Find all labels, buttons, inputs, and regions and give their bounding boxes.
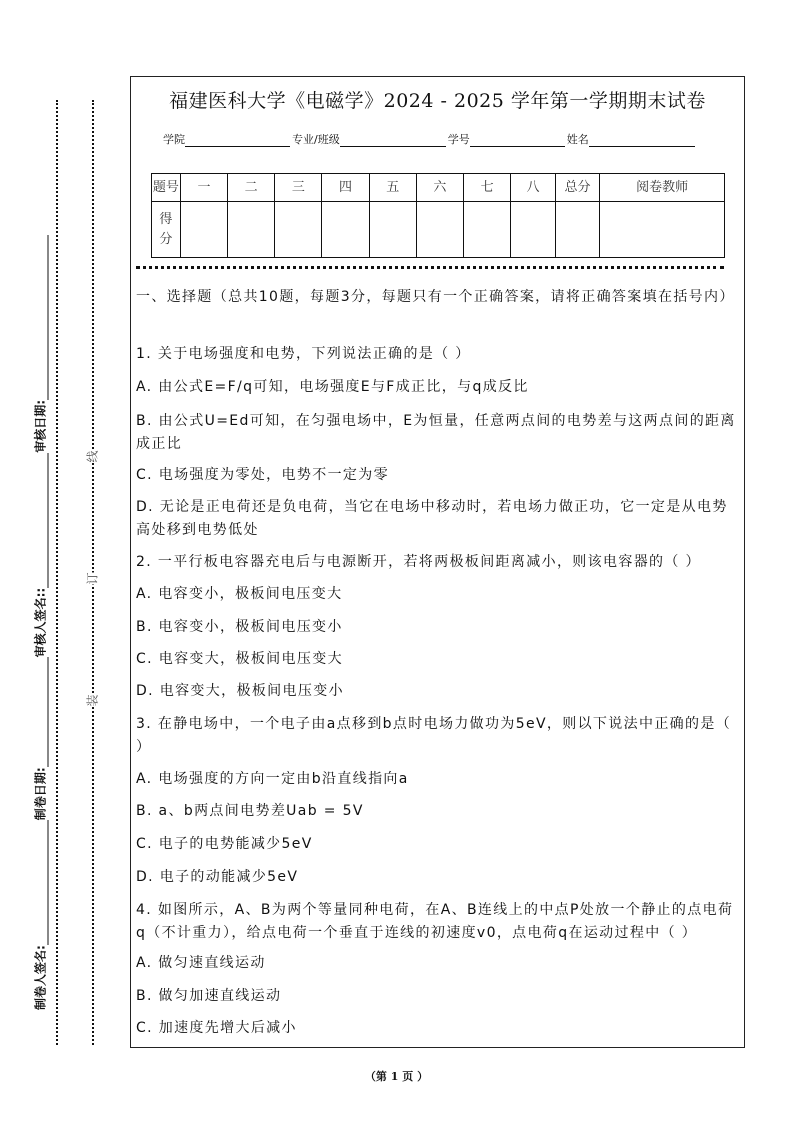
college-field[interactable] — [185, 134, 290, 147]
page-number: （第 1 页 ） — [364, 1070, 429, 1083]
student-id-label: 学号 — [447, 133, 470, 146]
question-3-option-d: D. 电子的动能减少5eV — [136, 869, 299, 885]
question-2-option-a: A. 电容变小，极板间电压变大 — [136, 586, 343, 602]
question-3-option-b: B. a、b两点间电势差Uab = 5V — [136, 803, 364, 819]
name-field[interactable] — [589, 134, 695, 147]
preparer-date-line[interactable] — [38, 657, 49, 767]
question-1-option-d: D. 无论是正电荷还是负电荷，当它在电场中移动时，若电场力做正功，它一定是从电势高处移到电势低处 — [136, 499, 728, 538]
question-1-option-b: B. 由公式U=Ed可知，在匀强电场中，E为恒量，任意两点间的电势差与这两点间的距离成正比 — [136, 413, 736, 452]
score-table-header-row — [152, 174, 725, 202]
major-class-field[interactable] — [340, 134, 446, 147]
question-2-option-d: D. 电容变大，极板间电压变小 — [136, 683, 344, 699]
question-1-option-c: C. 电场强度为零处，电势不一定为零 — [136, 467, 389, 483]
section-divider — [136, 266, 724, 269]
section-heading: 一、选择题（总共10题，每题3分，每题只有一个正确答案，请将正确答案填在括号内） — [136, 289, 735, 305]
exam-title: 福建医科大学《电磁学》2024 - 2025 学年第一学期期末试卷 — [169, 90, 706, 112]
score-cell[interactable] — [228, 202, 275, 258]
col-5: 五 — [369, 174, 416, 202]
name-label: 姓名 — [566, 133, 589, 146]
score-cell[interactable] — [369, 202, 416, 258]
question-1-stem: 1. 关于电场强度和电势，下列说法正确的是（ ） — [136, 346, 471, 362]
col-8: 八 — [511, 174, 556, 202]
binding-mark-zhuang: 装 — [85, 694, 100, 707]
question-1-option-a: A. 由公式E=F/q可知，电场强度E与F成正比，与q成反比 — [136, 379, 529, 395]
score-cell[interactable] — [555, 202, 600, 258]
question-2-option-b: B. 电容变小，极板间电压变小 — [136, 619, 343, 635]
col-4: 四 — [322, 174, 369, 202]
college-label: 学院 — [163, 133, 185, 146]
col-grader: 阅卷教师 — [600, 174, 725, 202]
col-3: 三 — [275, 174, 322, 202]
row-label-question-no: 题号 — [152, 174, 181, 202]
binding-mark-xian: 线 — [85, 450, 100, 463]
binding-mark-ding: 订 — [85, 572, 100, 585]
reviewer-signature-label: 审核人签名:: — [33, 587, 48, 658]
signature-strip — [32, 130, 49, 1010]
col-2: 二 — [228, 174, 275, 202]
preparer-date-label: 制卷日期: — [33, 767, 48, 821]
col-1: 一 — [180, 174, 227, 202]
question-4-option-c: C. 加速度先增大后减小 — [136, 1020, 297, 1036]
col-7: 七 — [464, 174, 511, 202]
preparer-signature-label: 制卷人签名: — [33, 945, 48, 1010]
question-4-stem: 4. 如图所示，A、B为两个等量同种电荷，在A、B连线上的中点P处放一个静止的点电荷q（不计重力），给点电荷一个垂直于连线的初速度v0，点电荷q在运动过程中（ ） — [136, 902, 734, 941]
score-cell[interactable] — [464, 202, 511, 258]
score-table — [151, 173, 725, 258]
score-cell[interactable] — [600, 202, 725, 258]
score-cell[interactable] — [416, 202, 463, 258]
score-cell[interactable] — [180, 202, 227, 258]
major-class-label: 专业/班级 — [292, 133, 340, 146]
preparer-signature-line[interactable] — [38, 820, 49, 945]
score-cell[interactable] — [511, 202, 556, 258]
student-info-line — [163, 131, 697, 147]
row-label-score: 得分 — [152, 202, 181, 258]
question-3-stem: 3. 在静电场中，一个电子由a点移到b点时电场力做功为5eV，则以下说法中正确的是（ ） — [136, 716, 732, 755]
question-4-option-a: A. 做匀速直线运动 — [136, 955, 266, 971]
col-total: 总分 — [555, 174, 600, 202]
question-2-option-c: C. 电容变大，极板间电压变大 — [136, 651, 343, 667]
binding-dotted-line-outer — [56, 100, 58, 1045]
question-3-option-c: C. 电子的电势能减少5eV — [136, 836, 313, 852]
score-cell[interactable] — [275, 202, 322, 258]
col-6: 六 — [416, 174, 463, 202]
question-2-stem: 2. 一平行板电容器充电后与电源断开，若将两极板间距离减小，则该电容器的（ ） — [136, 554, 701, 570]
review-date-line[interactable] — [38, 235, 49, 400]
question-3-option-a: A. 电场强度的方向一定由b沿直线指向a — [136, 771, 409, 787]
student-id-field[interactable] — [470, 134, 565, 147]
question-4-option-b: B. 做匀加速直线运动 — [136, 988, 282, 1004]
reviewer-signature-line[interactable] — [38, 453, 49, 588]
review-date-label: 审核日期: — [33, 399, 48, 453]
score-cell[interactable] — [322, 202, 369, 258]
score-table-score-row — [152, 202, 725, 258]
